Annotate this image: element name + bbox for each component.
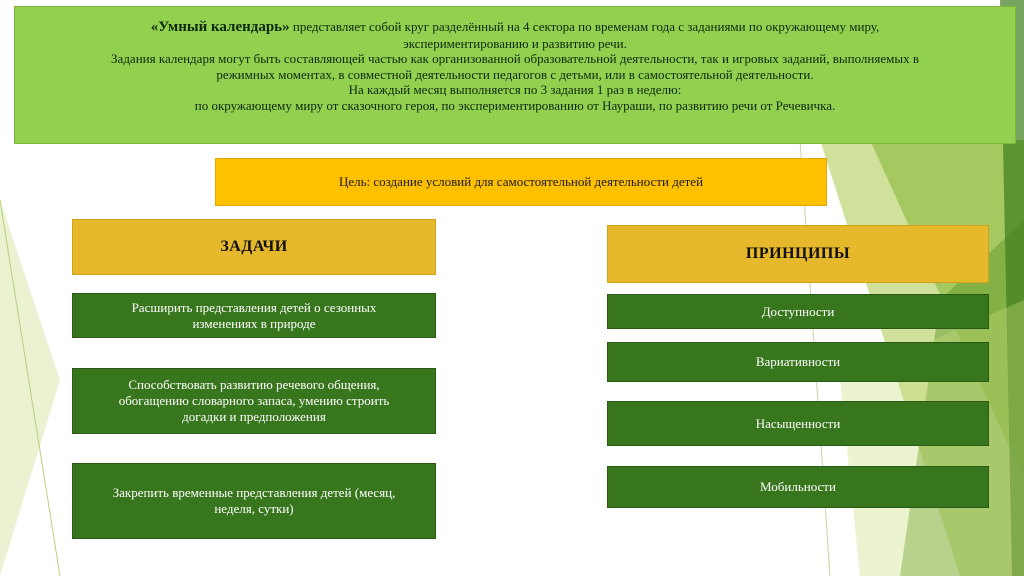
intro-line-6: по окружающему миру от сказочного героя, по экспериментированию от Наураши, по развитию речи от Речевичка. (194, 97, 836, 113)
principle-item: Насыщенности (607, 401, 989, 446)
task-item: Закрепить временные представления детей (месяц, неделя, сутки) (72, 463, 436, 539)
principle-item: Мобильности (607, 466, 989, 508)
intro-line-3: Задания календаря могут быть составляющей частью как организованной образовательной деятельности, так и игровых заданий, выполняемых в (111, 51, 919, 66)
intro-line-1-text: представляет собой круг разделённый на 4 сектора по временам года с заданиями по окружающему миру, (289, 19, 880, 34)
intro-line-2: экспериментированию и развитию речи. (403, 35, 627, 51)
task-item: Расширить представления детей о сезонных изменениях в природе (72, 293, 436, 338)
intro-text-box (14, 6, 1016, 144)
intro-line-4: режимных моментах, в совместной деятельности педагогов с детьми, или в самостоятельной деятельности. (216, 66, 814, 82)
goal-box: Цель: создание условий для самостоятельной деятельности детей (215, 158, 827, 206)
principle-item: Вариативности (607, 342, 989, 382)
principles-heading: ПРИНЦИПЫ (607, 225, 989, 283)
intro-line-5: На каждый месяц выполняется по 3 задания 1 раз в неделю: (348, 82, 682, 97)
calendar-title: «Умный календарь» (150, 19, 290, 35)
principle-item: Доступности (607, 294, 989, 329)
intro-line-1 (15, 19, 1015, 36)
task-item: Способствовать развитию речевого общения, обогащению словарного запаса, умению строить догадки и предположения (72, 368, 436, 434)
tasks-heading: ЗАДАЧИ (72, 219, 436, 275)
